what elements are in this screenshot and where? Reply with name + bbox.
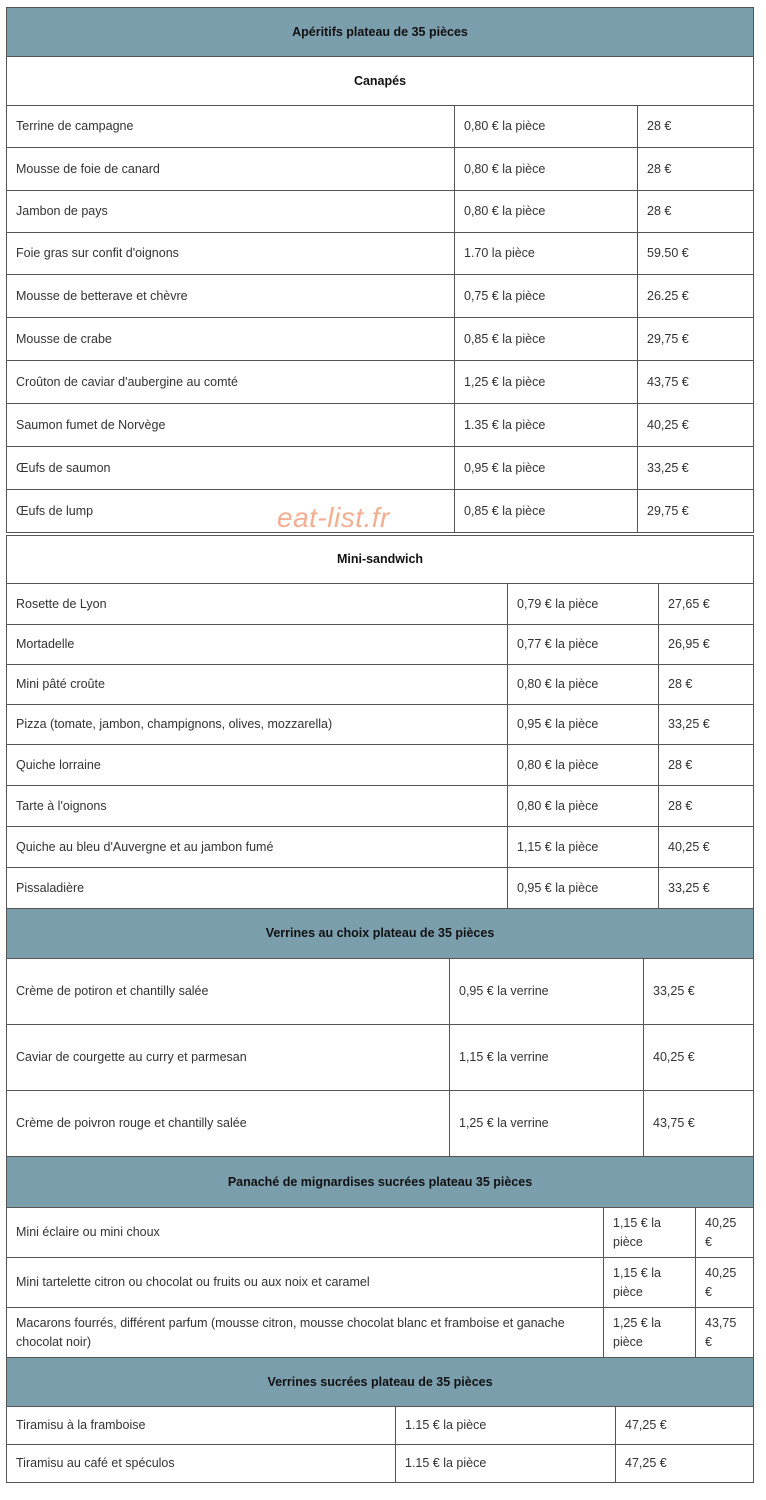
item-name: Terrine de campagne [7, 106, 455, 148]
table-row [7, 1208, 754, 1258]
unit-price: 1.70 la pièce [455, 233, 638, 275]
unit-price: 0,80 € la pièce [455, 148, 638, 191]
plate-price: 59.50 € [638, 233, 754, 275]
unit-price: 0,77 € la pièce [508, 625, 659, 665]
item-name: Saumon fumet de Norvège [7, 404, 455, 447]
plate-price: 28 € [659, 745, 754, 786]
plate-price: 33,25 € [644, 959, 754, 1025]
plate-price: 47,25 € [616, 1445, 754, 1483]
unit-price: 0,95 € la pièce [508, 868, 659, 909]
table-row [7, 786, 754, 827]
item-name: Caviar de courgette au curry et parmesan [7, 1025, 450, 1091]
table-row [7, 1445, 754, 1483]
item-name: Foie gras sur confit d'oignons [7, 233, 455, 275]
item-name: Pissaladière [7, 868, 508, 909]
menu-price-list [6, 7, 753, 1483]
plate-price: 26.25 € [638, 275, 754, 318]
unit-price: 0,95 € la pièce [455, 447, 638, 490]
plate-price: 28 € [659, 786, 754, 827]
plate-price: 29,75 € [638, 318, 754, 361]
watermark: eat-list.fr [277, 502, 390, 533]
item-name: Macarons fourrés, différent parfum (mousse citron, mousse chocolat blanc et framboise et ganache chocolat noir) [7, 1308, 604, 1358]
plate-price: 43,75 € [644, 1091, 754, 1157]
item-name: Croûton de caviar d'aubergine au comté [7, 361, 455, 404]
item-name: Mousse de foie de canard [7, 148, 455, 191]
plate-price: 40,25 € [659, 827, 754, 868]
item-name: Mousse de crabe [7, 318, 455, 361]
unit-price: 1,15 € la pièce [604, 1258, 696, 1308]
table-row [7, 959, 754, 1025]
plate-price: 40,25 € [644, 1025, 754, 1091]
unit-price: 0,95 € la verrine [450, 959, 644, 1025]
plate-price: 33,25 € [659, 868, 754, 909]
item-name: Crème de poivron rouge et chantilly salée [7, 1091, 450, 1157]
table-row [7, 275, 754, 318]
plate-price: 40,25 € [638, 404, 754, 447]
unit-price: 1,25 € la pièce [455, 361, 638, 404]
item-name: Œufs de lump [7, 490, 455, 533]
unit-price: 0,95 € la pièce [508, 705, 659, 745]
section-title: Apéritifs plateau de 35 pièces [7, 8, 754, 57]
item-name: Œufs de saumon [7, 447, 455, 490]
table-row [7, 361, 754, 404]
table-row [7, 1308, 754, 1358]
mignardises-table [6, 1156, 754, 1358]
unit-price: 0,80 € la pièce [455, 106, 638, 148]
section-title: Panaché de mignardises sucrées plateau 35 pièces [7, 1157, 754, 1208]
unit-price: 0,80 € la pièce [508, 745, 659, 786]
mini-sandwich-table [6, 535, 754, 909]
plate-price: 47,25 € [616, 1407, 754, 1445]
table-row [7, 745, 754, 786]
table-row [7, 1091, 754, 1157]
plate-price: 28 € [659, 665, 754, 705]
unit-price: 1.35 € la pièce [455, 404, 638, 447]
plate-price: 28 € [638, 106, 754, 148]
item-name: Quiche lorraine [7, 745, 508, 786]
unit-price: 1.15 € la pièce [396, 1445, 616, 1483]
section-subtitle: Canapés [7, 57, 754, 106]
unit-price: 1,25 € la verrine [450, 1091, 644, 1157]
plate-price: 26,95 € [659, 625, 754, 665]
plate-price: 40,25 € [696, 1208, 754, 1258]
table-row [7, 584, 754, 625]
table-row [7, 1025, 754, 1091]
section-title: Verrines sucrées plateau de 35 pièces [7, 1358, 754, 1407]
item-name: Mini éclaire ou mini choux [7, 1208, 604, 1258]
item-name: Quiche au bleu d'Auvergne et au jambon fumé [7, 827, 508, 868]
item-name: Mortadelle [7, 625, 508, 665]
table-row [7, 705, 754, 745]
table-row [7, 404, 754, 447]
unit-price: 0,85 € la pièce [455, 318, 638, 361]
plate-price: 40,25 € [696, 1258, 754, 1308]
plate-price: 33,25 € [659, 705, 754, 745]
verrines-table [6, 908, 754, 1157]
table-row [7, 827, 754, 868]
item-name: Tarte à l'oignons [7, 786, 508, 827]
unit-price: 0,80 € la pièce [455, 191, 638, 233]
plate-price: 28 € [638, 148, 754, 191]
plate-price: 43,75 € [638, 361, 754, 404]
unit-price: 0,75 € la pièce [455, 275, 638, 318]
section-subtitle: Mini-sandwich [7, 536, 754, 584]
unit-price: 0,80 € la pièce [508, 665, 659, 705]
plate-price: 27,65 € [659, 584, 754, 625]
item-name: Mousse de betterave et chèvre [7, 275, 455, 318]
item-name: Rosette de Lyon [7, 584, 508, 625]
unit-price: 0,79 € la pièce [508, 584, 659, 625]
plate-price: 28 € [638, 191, 754, 233]
item-name: Crème de potiron et chantilly salée [7, 959, 450, 1025]
unit-price: 0,85 € la pièce [455, 490, 638, 533]
table-row [7, 447, 754, 490]
item-name: Mini pâté croûte [7, 665, 508, 705]
table-row [7, 148, 754, 191]
plate-price: 33,25 € [638, 447, 754, 490]
item-name: Jambon de pays [7, 191, 455, 233]
item-name: Mini tartelette citron ou chocolat ou fruits ou aux noix et caramel [7, 1258, 604, 1308]
table-row [7, 233, 754, 275]
plate-price: 29,75 € [638, 490, 754, 533]
item-name: Tiramisu à la framboise [7, 1407, 396, 1445]
item-name: Pizza (tomate, jambon, champignons, olives, mozzarella) [7, 705, 508, 745]
section-title: Verrines au choix plateau de 35 pièces [7, 909, 754, 959]
unit-price: 0,80 € la pièce [508, 786, 659, 827]
table-row [7, 318, 754, 361]
aperitifs-table [6, 7, 754, 533]
unit-price: 1.15 € la pièce [396, 1407, 616, 1445]
table-row [7, 625, 754, 665]
table-row [7, 665, 754, 705]
unit-price: 1,15 € la pièce [604, 1208, 696, 1258]
table-row [7, 1258, 754, 1308]
unit-price: 1,25 € la pièce [604, 1308, 696, 1358]
table-row [7, 106, 754, 148]
table-row [7, 191, 754, 233]
plate-price: 43,75 € [696, 1308, 754, 1358]
table-row [7, 868, 754, 909]
item-name: Tiramisu au café et spéculos [7, 1445, 396, 1483]
unit-price: 1,15 € la verrine [450, 1025, 644, 1091]
verrines-sucrees-table [6, 1357, 754, 1483]
unit-price: 1,15 € la pièce [508, 827, 659, 868]
table-row [7, 1407, 754, 1445]
